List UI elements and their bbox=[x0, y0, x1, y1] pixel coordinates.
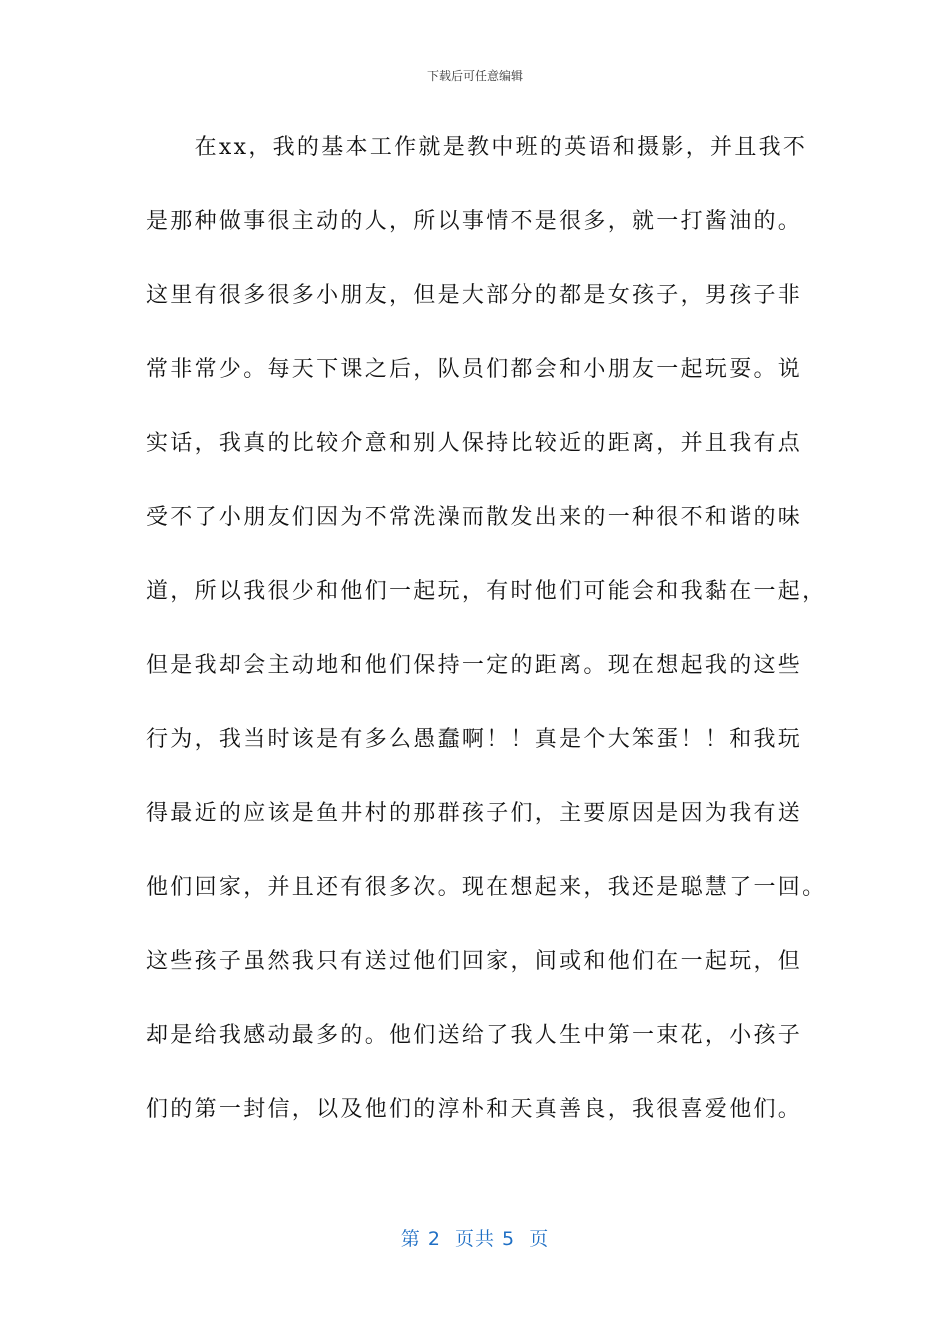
page-number-footer: 第 2 页共 5 页 bbox=[400, 1228, 550, 1250]
text-line: 这里有很多很多小朋友，但是大部分的都是女孩子，男孩子非 bbox=[146, 283, 803, 308]
text-line: 在xx，我的基本工作就是教中班的英语和摄影，并且我不 bbox=[146, 135, 808, 160]
text-line: 这些孩子虽然我只有送过他们回家，间或和他们在一起玩，但 bbox=[146, 949, 803, 974]
text-line: 却是给我感动最多的。他们送给了我人生中第一束花，小孩子 bbox=[146, 1023, 803, 1048]
text-line: 常非常少。每天下课之后，队员们都会和小朋友一起玩耍。说 bbox=[146, 357, 803, 382]
text-line: 得最近的应该是鱼井村的那群孩子们，主要原因是因为我有送 bbox=[146, 801, 803, 826]
text-line: 受不了小朋友们因为不常洗澡而散发出来的一种很不和谐的味 bbox=[146, 505, 803, 530]
text-line: 行为，我当时该是有多么愚蠢啊！！真是个大笨蛋！！和我玩 bbox=[146, 727, 803, 752]
text-line: 但是我却会主动地和他们保持一定的距离。现在想起我的这些 bbox=[146, 653, 803, 678]
text-line: 们的第一封信，以及他们的淳朴和天真善良，我很喜爱他们。 bbox=[146, 1097, 803, 1122]
text-line: 道，所以我很少和他们一起玩，有时他们可能会和我黏在一起， bbox=[146, 579, 827, 604]
text-line: 实话，我真的比较介意和别人保持比较近的距离，并且我有点 bbox=[146, 431, 803, 456]
header-note: 下载后可任意编辑 bbox=[426, 69, 523, 83]
text-line: 他们回家，并且还有很多次。现在想起来，我还是聪慧了一回。 bbox=[146, 875, 827, 900]
text-line: 是那种做事很主动的人，所以事情不是很多，就一打酱油的。 bbox=[146, 209, 803, 234]
